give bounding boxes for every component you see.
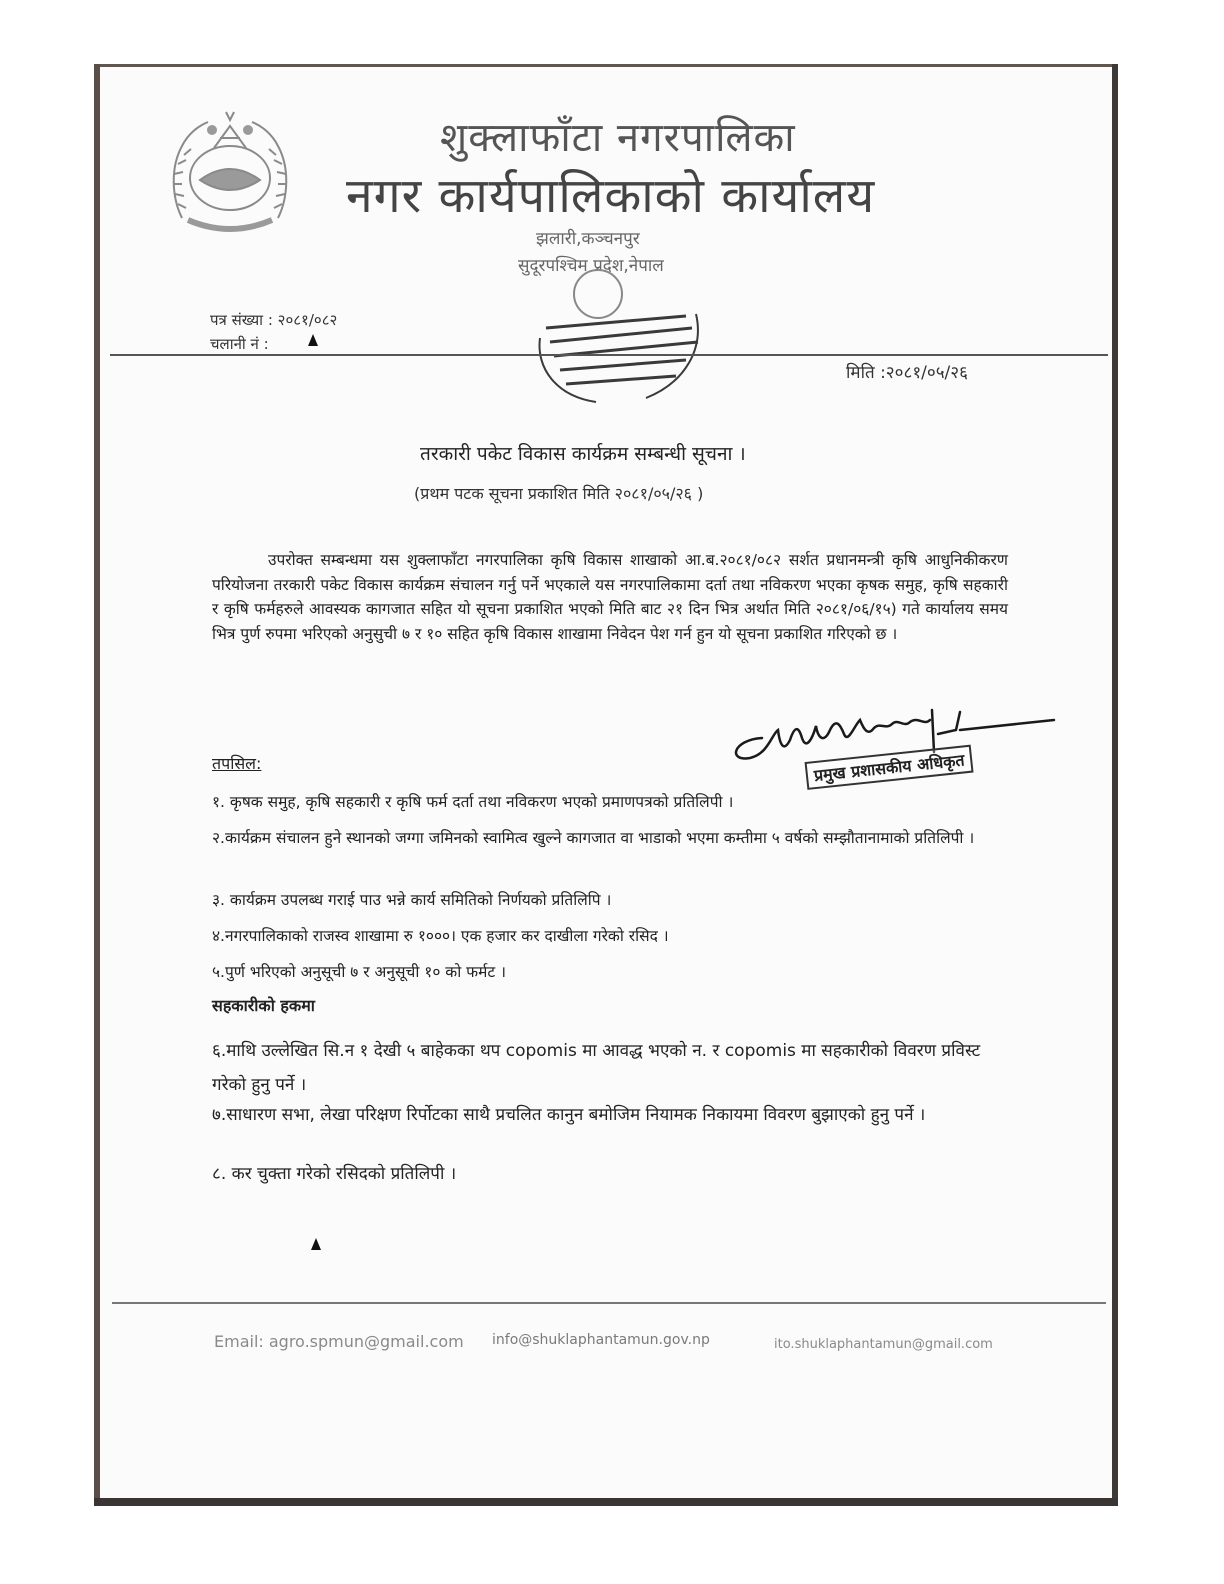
annex-item-6: ६.माथि उल्लेखित सि.न १ देखी ५ बाहेकका थप copomis मा आवद्ध भएको न. र copomis मा सहकारीको विवरण प्रविस्ट गरेको हुनु पर्ने । xyxy=(212,1041,981,1095)
annex-item-3: ३. कार्यक्रम उपलब्ध गराई पाउ भन्ने कार्य समितिको निर्णयको प्रतिलिपि । xyxy=(212,891,612,909)
office-name: नगर कार्यपालिकाको कार्यालय xyxy=(346,168,876,224)
header-divider xyxy=(110,354,1108,356)
scan-edge-right xyxy=(1112,64,1118,1504)
scan-edge-top xyxy=(94,64,1118,67)
annex-heading: तपसिल: xyxy=(212,754,262,773)
footer-email-ito: ito.shuklaphantamun@gmail.com xyxy=(774,1337,993,1352)
office-seal-icon xyxy=(536,268,706,408)
annex-item-1: १. कृषक समुह, कृषि सहकारी र कृषि फर्म दर्ता तथा नविकरण भएको प्रमाणपत्रको प्रतिलिपी । xyxy=(212,793,734,811)
address-line-1: झलारी,कञ्चनपुर xyxy=(536,229,640,249)
signatory-title: प्रमुख प्रशासकीय अधिकृत xyxy=(805,745,974,790)
pen-mark xyxy=(308,334,318,346)
notice-subtitle: (प्रथम पटक सूचना प्रकाशित मिति २०८१/०५/२६ ) xyxy=(414,484,704,503)
address-line-2: सुदूरपश्चिम प्रदेश,नेपाल xyxy=(518,256,664,276)
municipality-name: शुक्लाफाँटा नगरपालिका xyxy=(440,115,796,161)
letter-date: मिति :२०८१/०५/२६ xyxy=(846,363,968,383)
annex-item-8: ८. कर चुक्ता गरेको रसिदको प्रतिलिपी । xyxy=(212,1164,457,1184)
annex-item-2: २.कार्यक्रम संचालन हुने स्थानको जग्गा जमिनको स्वामित्व खुल्ने कागजात वा भाडाको भएमा कम्तीमा ५ वर्षको सम्झौतानामाको प्रतिलिपी । xyxy=(212,829,975,847)
annex-item-5: ५.पुर्ण भरिएको अनुसूची ७ र अनुसूची १० को फर्मट । xyxy=(212,963,506,981)
scan-edge-bottom xyxy=(94,1498,1118,1506)
footer-email-agro: Email: agro.spmun@gmail.com xyxy=(214,1332,464,1351)
dispatch-number: चलानी नं : xyxy=(210,335,269,353)
footer-email-info: info@shuklaphantamun.gov.np xyxy=(492,1332,710,1348)
scan-edge-left xyxy=(94,64,100,1504)
pen-mark xyxy=(311,1238,321,1250)
notice-body: उपरोक्त सम्बन्धमा यस शुक्लाफाँटा नगरपालिका कृषि विकास शाखाको आ.ब.२०८१/०८२ सर्शत प्रधानमन्त्री कृषि आधुनिकीकरण परियोजना तरकारी पकेट विकास कार्यक्रम संचालन गर्नु पर्ने भएकाले यस नगरपालिकामा दर्ता तथा नविकरण भएका कृषक समुह, कृषि सहकारी र कृषि फर्महरुले आवस्यक कागजात सहित यो सूचना प्रकाशित भएको मिति बाट २१ दिन भित्र अर्थात मिति २०८१/०६/१५) गते कार्यालय समय भित्र पुर्ण रुपमा भरिएको अनुसुची ७ र १० सहित कृषि विकास शाखामा निवेदन पेश गर्न हुन यो सूचना प्रकाशित गरिएको छ । xyxy=(212,551,1008,643)
annex-item-7: ७.साधारण सभा, लेखा परिक्षण रिर्पोटका साथै प्रचलित कानुन बमोजिम नियामक निकायमा विवरण बुझाएको हुनु पर्ने । xyxy=(212,1105,926,1125)
annex-item-4: ४.नगरपालिकाको राजस्व शाखामा रु १०००। एक हजार कर दाखीला गरेको रसिद । xyxy=(212,927,669,945)
nepal-emblem-icon xyxy=(162,108,298,236)
footer-divider xyxy=(112,1302,1106,1304)
letter-number: पत्र संख्या : २०८१/०८२ xyxy=(210,311,338,329)
notice-title: तरकारी पकेट विकास कार्यक्रम सम्बन्धी सूचना । xyxy=(420,443,746,465)
cooperative-heading: सहकारीको हकमा xyxy=(212,996,315,1015)
